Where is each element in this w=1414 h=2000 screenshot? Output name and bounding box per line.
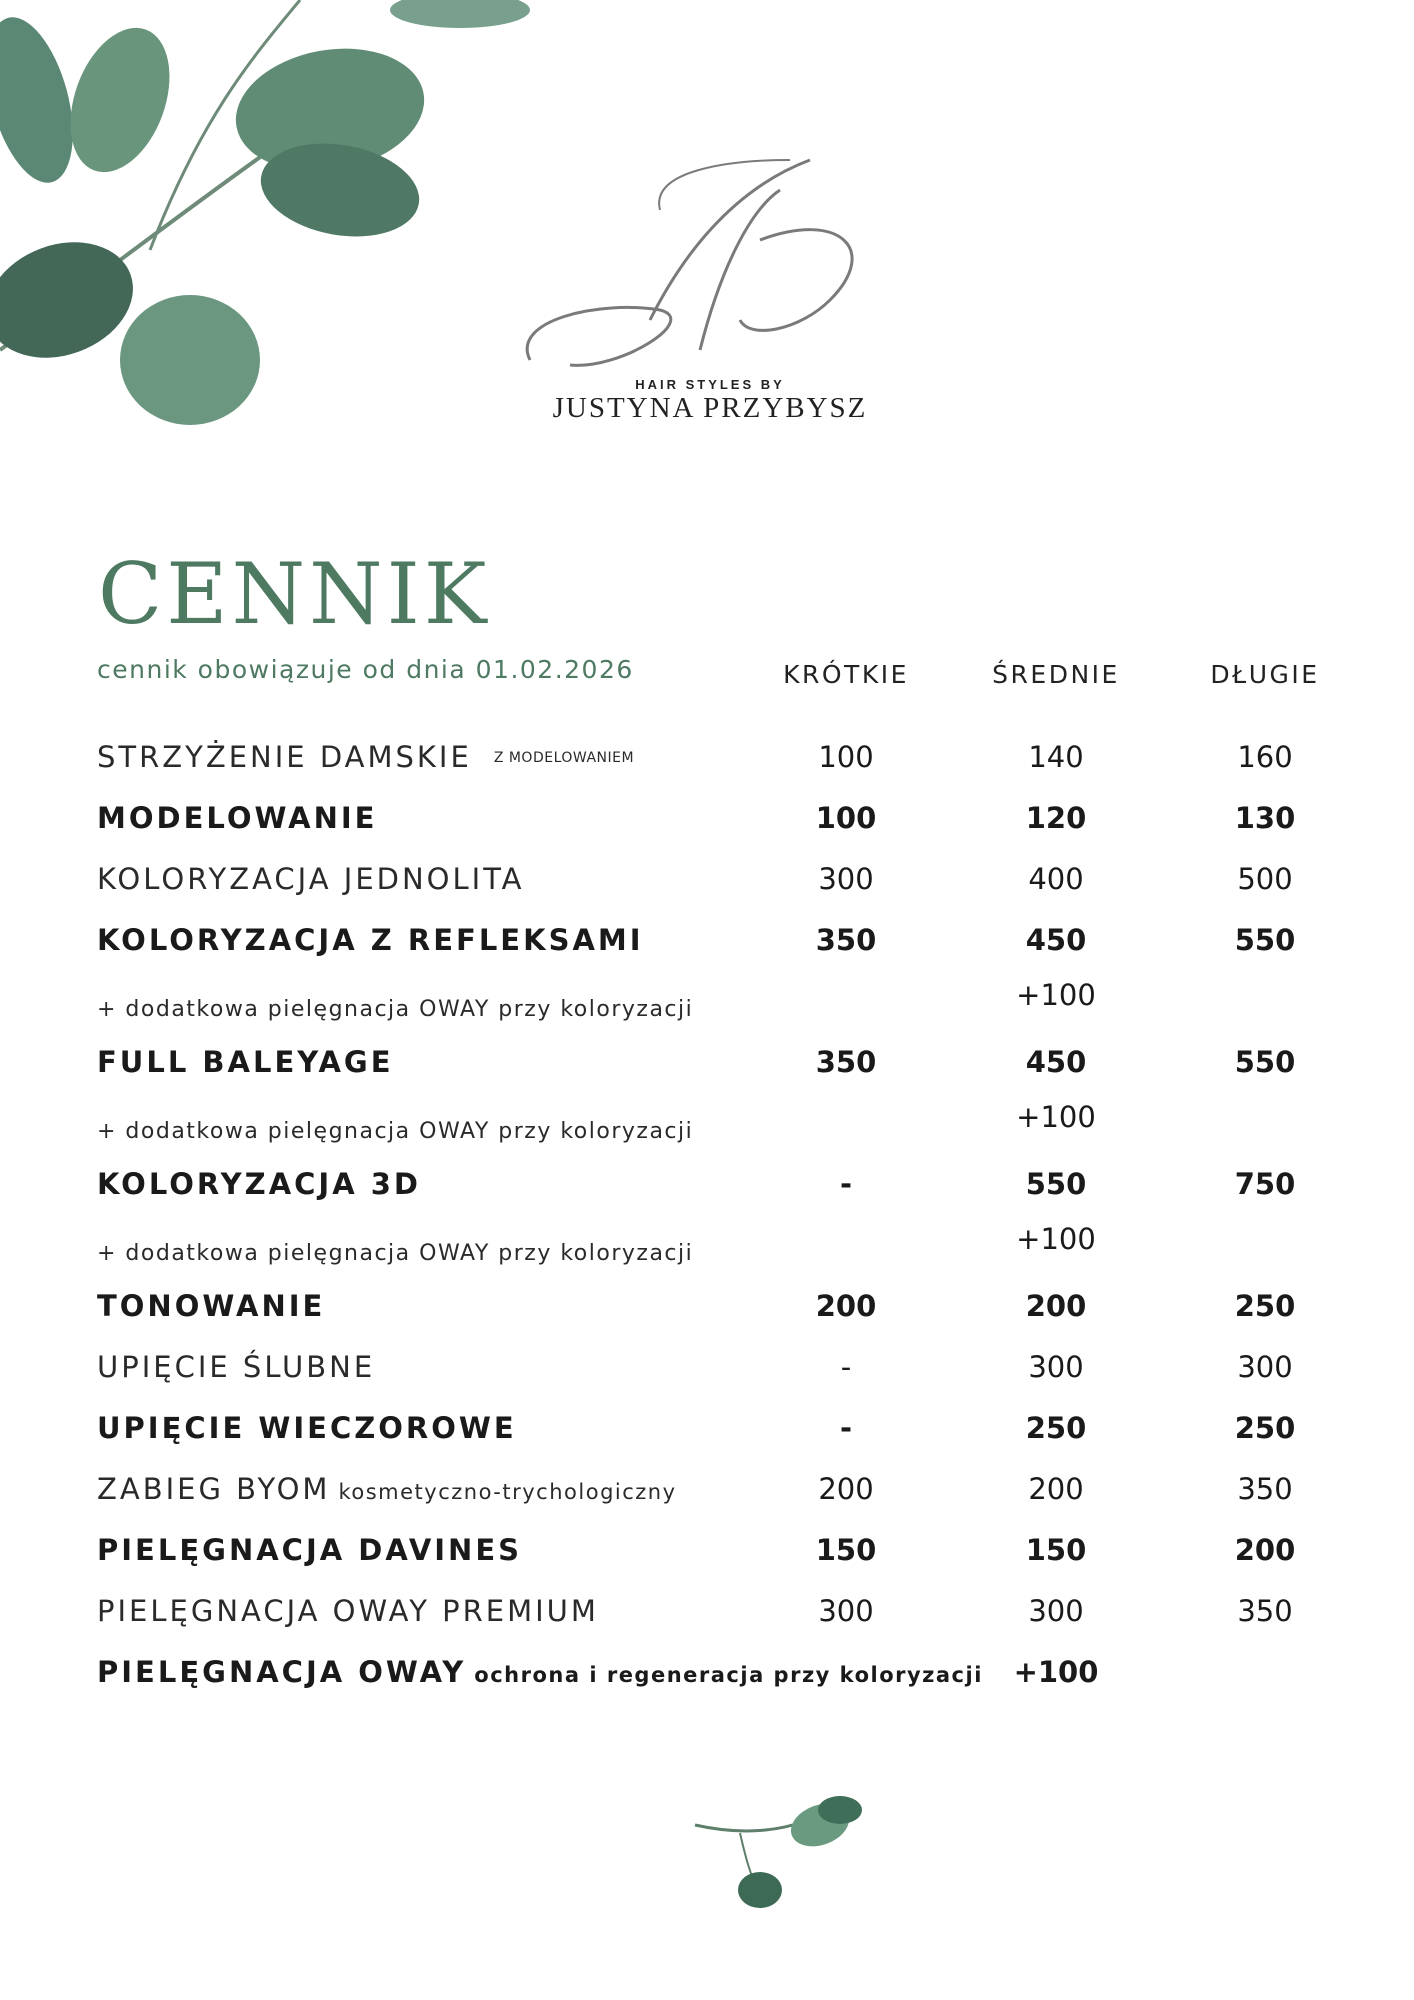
price-long: 250 [1234,1411,1296,1445]
price-long: 200 [1234,1533,1296,1567]
service-name [97,727,634,789]
service-row [0,788,1414,849]
price-short: - [839,1167,853,1201]
price-medium: 120 [1025,801,1087,835]
price-short: - [840,1350,852,1384]
price-long: 160 [1237,740,1293,774]
column-header-short: KRÓTKIE [783,660,909,689]
service-row [0,849,1414,910]
price-medium: +100 [1016,1222,1096,1256]
price-long: 550 [1234,1045,1296,1079]
price-short: 350 [815,1045,877,1079]
service-label: KOLORYZACJA 3D [97,1167,421,1201]
price-medium: 550 [1025,1167,1087,1201]
price-long: 350 [1237,1594,1293,1628]
price-medium: 150 [1025,1533,1087,1567]
service-name [97,788,378,849]
service-row [0,1398,1414,1459]
service-note: Z MODELOWANIEM [493,750,635,766]
price-short: 200 [818,1472,874,1506]
service-name [97,1154,421,1215]
price-medium: 140 [1028,740,1084,774]
service-name [97,1642,983,1706]
monogram-logo-icon [510,150,910,380]
price-short: 350 [815,923,877,957]
service-name [97,1337,375,1398]
price-medium: 300 [1028,1350,1084,1384]
column-header-long: DŁUGIE [1210,660,1320,689]
price-short: 100 [818,740,874,774]
service-row [0,1642,1414,1703]
service-name [97,1398,517,1459]
service-row [0,1581,1414,1642]
service-name [97,1101,693,1162]
service-name [97,910,644,971]
service-label: + dodatkowa pielęgnacja OWAY przy koloryzacji [97,1119,694,1144]
price-medium: 450 [1025,923,1087,957]
service-label: MODELOWANIE [97,801,378,835]
addon-row [0,971,1414,1032]
service-row [0,727,1414,788]
service-label: ZABIEG BYOM [97,1472,331,1506]
brand-name: JUSTYNA PRZYBYSZ [552,392,868,424]
service-name [97,1032,394,1093]
price-medium: 400 [1028,862,1084,896]
price-medium: 250 [1025,1411,1087,1445]
brand-subtitle: HAIR STYLES BY [635,377,785,392]
price-long: 550 [1234,923,1296,957]
price-long: 750 [1234,1167,1296,1201]
service-name [97,1459,677,1523]
service-label: FULL BALEYAGE [97,1045,394,1079]
service-label: TONOWANIE [97,1289,326,1323]
service-row [0,1276,1414,1337]
service-name [97,1276,325,1337]
service-label: UPIĘCIE ŚLUBNE [97,1350,376,1384]
service-note: ochrona i regeneracja przy koloryzacji [474,1663,983,1687]
service-name [97,979,693,1040]
price-long: 500 [1237,862,1293,896]
service-label: + dodatkowa pielęgnacja OWAY przy koloryzacji [97,1241,694,1266]
price-medium: +100 [1013,1655,1099,1689]
service-label: UPIĘCIE WIECZOROWE [97,1411,517,1445]
addon-row [0,1215,1414,1276]
eucalyptus-sprig-icon [690,1795,870,1915]
price-list [0,727,1414,1703]
price-medium: 200 [1025,1289,1087,1323]
price-short: 300 [818,1594,874,1628]
price-medium: +100 [1016,978,1096,1012]
price-medium: 450 [1025,1045,1087,1079]
service-label: PIELĘGNACJA OWAY [97,1655,467,1689]
service-label: + dodatkowa pielęgnacja OWAY przy koloryzacji [97,997,694,1022]
service-label: KOLORYZACJA JEDNOLITA [97,862,525,896]
price-short: 100 [815,801,877,835]
price-long: 350 [1237,1472,1293,1506]
service-row [0,1154,1414,1215]
service-row [0,1459,1414,1520]
price-medium: 300 [1028,1594,1084,1628]
price-short: 150 [815,1533,877,1567]
service-row [0,1337,1414,1398]
price-long: 250 [1234,1289,1296,1323]
price-short: 200 [815,1289,877,1323]
price-medium: +100 [1016,1100,1096,1134]
column-header-medium: ŚREDNIE [992,660,1120,689]
service-label: PIELĘGNACJA OWAY PREMIUM [97,1594,599,1628]
service-row [0,910,1414,971]
valid-from-text: cennik obowiązuje od dnia 01.02.2026 [97,655,634,684]
service-row [0,1032,1414,1093]
addon-row [0,1093,1414,1154]
service-label: KOLORYZACJA Z REFLEKSAMI [97,923,644,957]
service-label: PIELĘGNACJA DAVINES [97,1533,523,1567]
service-name [97,1520,522,1581]
eucalyptus-branch-icon [0,0,540,460]
service-name [97,1581,599,1642]
service-label: STRZYŻENIE DAMSKIE [97,740,472,774]
price-long: 130 [1234,801,1296,835]
service-note: kosmetyczno-trychologiczny [338,1480,677,1504]
service-row [0,1520,1414,1581]
page-title: CENNIK [98,545,491,643]
service-name [97,849,525,910]
price-long: 300 [1237,1350,1293,1384]
price-medium: 200 [1028,1472,1084,1506]
service-name [97,1223,693,1284]
price-short: - [839,1411,853,1445]
price-short: 300 [818,862,874,896]
